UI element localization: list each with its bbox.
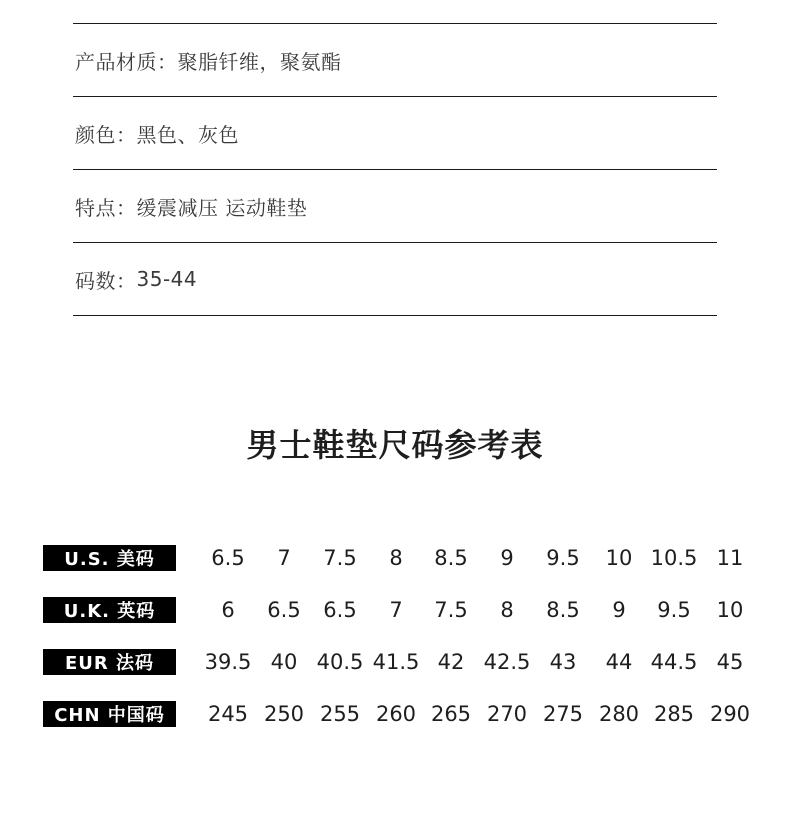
size-cell: 42: [437, 650, 465, 674]
size-row-uk: [0, 595, 790, 625]
size-cell: 8.5: [434, 546, 468, 570]
size-cell: 9: [612, 598, 626, 622]
size-cell: 10: [716, 598, 744, 622]
size-cell: 260: [375, 702, 417, 726]
size-cell: 255: [319, 702, 361, 726]
size-cell: 43: [549, 650, 577, 674]
size-cell: 8: [500, 598, 514, 622]
size-cell: 44: [605, 650, 633, 674]
spec-label: 特点：: [75, 195, 137, 220]
size-cell: 275: [542, 702, 584, 726]
size-cell: 8: [389, 546, 403, 570]
size-cell: 270: [486, 702, 528, 726]
size-cell: 6: [221, 598, 235, 622]
spec-value: 聚脂钎维，聚氨酯: [177, 49, 342, 74]
size-row-us: [0, 543, 790, 573]
spec-value: 缓震减压 运动鞋垫: [136, 195, 308, 220]
size-row-label: CHN 中国码: [43, 701, 176, 727]
size-cell: 285: [653, 702, 695, 726]
spec-value: 黑色、灰色: [136, 122, 239, 147]
size-cell: 9.5: [546, 546, 580, 570]
size-cell: 10.5: [650, 546, 698, 570]
size-cell: 42.5: [483, 650, 531, 674]
size-cell: 290: [709, 702, 751, 726]
size-cell: 8.5: [546, 598, 580, 622]
size-cell: 11: [716, 546, 744, 570]
size-cell: 41.5: [372, 650, 420, 674]
size-cell: 9.5: [657, 598, 691, 622]
spec-value: 35-44: [136, 267, 198, 291]
size-cell: 280: [598, 702, 640, 726]
size-cell: 7.5: [323, 546, 357, 570]
size-cell: 45: [716, 650, 744, 674]
size-cell: 10: [605, 546, 633, 570]
size-cell: 7: [277, 546, 291, 570]
size-cell: 7.5: [434, 598, 468, 622]
size-row-chn: [0, 699, 790, 729]
size-chart-title: 男士鞋垫尺码参考表: [246, 426, 544, 464]
spec-label: 颜色：: [75, 122, 137, 147]
size-cell: 44.5: [650, 650, 698, 674]
size-cell: 40.5: [316, 650, 364, 674]
size-cell: 9: [500, 546, 514, 570]
size-cell: 39.5: [204, 650, 252, 674]
size-cell: 265: [430, 702, 472, 726]
size-cell: 6.5: [267, 598, 301, 622]
size-row-label: U.S. 美码: [43, 545, 176, 571]
size-row-eur: [0, 647, 790, 677]
size-cell: 40: [270, 650, 298, 674]
size-row-label: EUR 法码: [43, 649, 176, 675]
size-cell: 245: [207, 702, 249, 726]
size-row-label: U.K. 英码: [43, 597, 176, 623]
size-cell: 6.5: [323, 598, 357, 622]
size-cell: 250: [263, 702, 305, 726]
size-cell: 7: [389, 598, 403, 622]
spec-label: 产品材质：: [75, 49, 178, 74]
size-cell: 6.5: [211, 546, 245, 570]
spec-label: 码数：: [75, 268, 137, 293]
